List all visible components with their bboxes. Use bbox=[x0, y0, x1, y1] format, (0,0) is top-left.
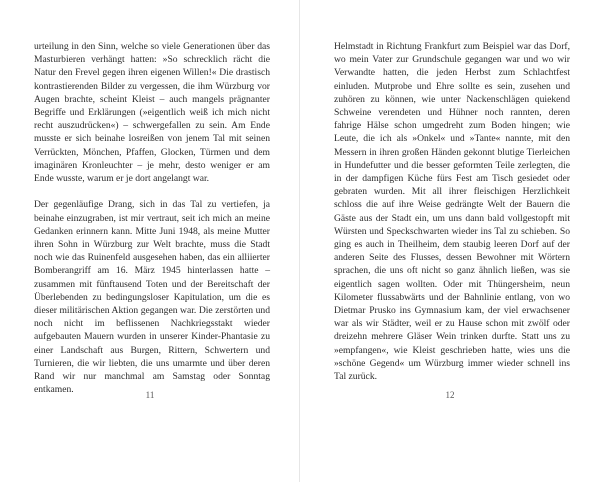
right-paragraph-1: Helmstadt in Richtung Frankfurt zum Beispiel war das Dorf, wo mein Vater zur Grundschule gegangen war und wo wir Verwandte hatten, die jeden Herbst zum Schlachtfest einluden. Mutprobe und Ehre sollte es sein, zusehen und zuhören zu können, wie unter Nackenschlägen quiekend Schweine verendeten und Hühner noch rannten, deren fahrige Hälse schon umgedreht zum Boden hingen; wie Leute, die ich als »Onkel« und »Tante« nannte, mit den Messern in ihren großen Händen gekonnt blutige Tierleichen in Hundefutter und die besser geformten Teile zerlegten, die in der dampfigen Küche fürs Fest am Tisch gesiedet oder gebraten wurden. Mit all ihrer fleischigen Herzlichkeit schloss die auf ihre Weise gedrängte Welt der Bauern die Gäste aus der Stadt ein, um uns dann bald vollgestopft mit Würsten und Speckschwarten wieder ins Tal zu schieben. So ging es auch in Theilheim, dem staubig leeren Dorf auf der anderen Seite des Flusses, dessen Bewohner mit Wörtern sprachen, die uns oft nicht so ganz ähnlich ließen, was sie eigentlich sagen wollten. Oder mit Thüngersheim, neun Kilometer flussabwärts und der Bahnlinie entlang, von wo Dietmar Prusko ins Gymnasium kam, der viel erwachsener war als wir Städter, weil er zu Hause schon mit zwölf oder dreizehn mehrere Gläser Wein trinken durfte. Statt uns zu »empfangen«, wie Kleist geschrieben hatte, wies uns die »schöne Gegend« um Würzburg immer wieder schnell ins Tal zurück. bbox=[334, 41, 570, 383]
left-paragraph-2: Der gegenläufige Drang, sich in das Tal zu vertiefen, ja beinahe einzugraben, ist mir vertraut, seit ich mich an meine Gedanken erinnern kann. Mitte Juni 1948, als meine Mutter ihren Sohn in Würzburg zur Welt brachte, muss die Stadt noch wie das Ruinenfeld ausgesehen haben, das ein alliierter Bomberangriff am 16. März 1945 hinterlassen hatte – zusammen mit fünftausend Toten und der Bereitschaft der Überlebenden zu bedingungsloser Kapitulation, um die es dieser militärischen Aktion gegangen war. Die zerstörten und noch nicht im beflissenen Nachkriegsstakt wieder aufgebauten Mauern wurden in unserer Kinder-Phantasie zu einer Landschaft aus Burgen, Rittern, Schwertern und Turnieren, die wir liebten, die uns umarmte und über deren Rand wir nur manchmal am Samstag oder Sonntag entkamen. bbox=[34, 199, 270, 396]
left-paragraph-1: urteilung in den Sinn, welche so viele Generationen über das Masturbieren verhängt hatten: »So schrecklich rächt die Natur den Frevel gegen ihren eigenen Willen!« Die drastisch kontrastierenden Bilder zu vergessen, die ihm Würzburg vor Augen brachte, scheint Kleist – auch mangels prägnanter Begriffe und Erklärungen (»eigentlich weiß ich mich nicht recht auszudrücken«) – schwergefallen zu sein. Am Ende musste er sich beinahe losreißen von jenem Tal mit seinen Verrückten, Mönchen, Pfaffen, Glocken, Türmen und dem imaginären Kronleuchter – je mehr, desto weniger er am Ende wusste, warum er je dort angelangt war. bbox=[34, 41, 270, 185]
right-page-text bbox=[334, 40, 570, 383]
right-page-number: 12 bbox=[445, 390, 455, 400]
right-page bbox=[300, 0, 600, 482]
left-page-number: 11 bbox=[145, 390, 155, 400]
left-page-text bbox=[34, 40, 270, 396]
